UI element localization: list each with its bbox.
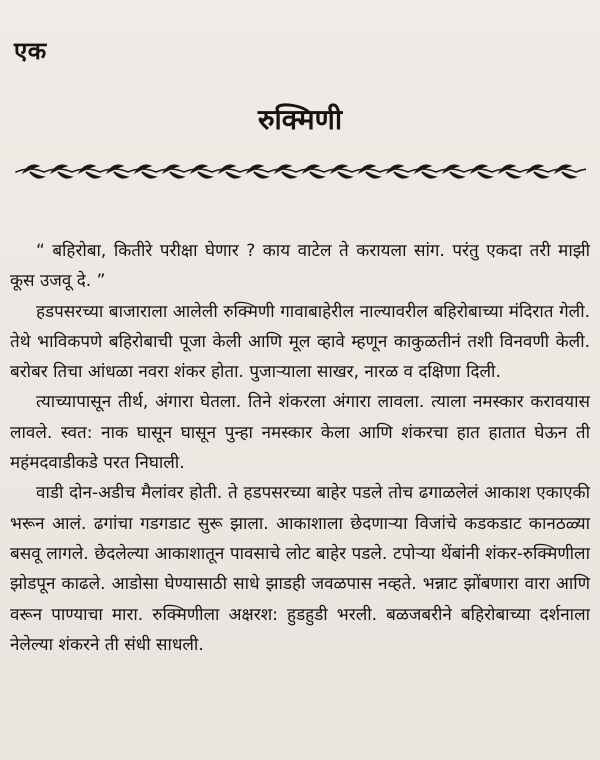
chapter-title: रुक्मिणी — [257, 103, 343, 136]
opening-quote-paragraph: “ बहिरोबा, कितीरे परीक्षा घेणार ? काय वाटेल ते करायला सांग. परंतु एकदा तरी माझी कूस उजवू दे. ” — [10, 241, 590, 292]
paragraph: त्याच्यापासून तीर्थ, अंगारा घेतला. तिने शंकरला अंगारा लावला. त्याला नमस्कार करावयास लावले. स्वत: नाक घासून घासून पुन्हा नमस्कार केला आणि शंकरचा हात हातात घेऊन ती महंमदवाडीकडे परत निघाली. — [10, 392, 590, 474]
chapter-body — [10, 236, 590, 660]
decorative-border — [14, 160, 586, 184]
chapter-number: एक — [14, 37, 47, 65]
paragraph: वाडी दोन-अडीच मैलांवर होती. ते हडपसरच्या बाहेर पडले तोच ढगाळलेलं आकाश एकाएकी भरून आलं. ढगांचा गडगडाट सुरू झाला. आकाशाला छेदणाऱ्या विजांचे कडकडाट कानठळ्या बसवू लागले. छेदलेल्या आकाशातून पावसाचे लोट बाहेर पडले. टपोऱ्या थेंबांनी शंकर-रुक्मिणीला झोडपून काढले. आडोसा घेण्यासाठी साधे झाडही जवळपास नव्हते. भन्नाट झोंबणारा वारा आणि वरून पाण्याचा मारा. रुक्मिणीला अक्षरश: हुडहुडी भरली. बळजबरीने बहिरोबाच्या दर्शनाला नेलेल्या शंकरने ती संधी साधली. — [10, 483, 590, 655]
paragraph: हडपसरच्या बाजाराला आलेली रुक्मिणी गावाबाहेरील नाल्यावरील बहिरोबाच्या मंदिरात गेली. तेथे भाविकपणे बहिरोबाची पूजा केली आणि मूल व्हावे म्हणून काकुळतीनं तशी विनवणी केली. बरोबर तिचा आंधळा नवरा शंकर होता. पुजाऱ्याला साखर, नारळ व दक्षिणा दिली. — [10, 301, 590, 383]
